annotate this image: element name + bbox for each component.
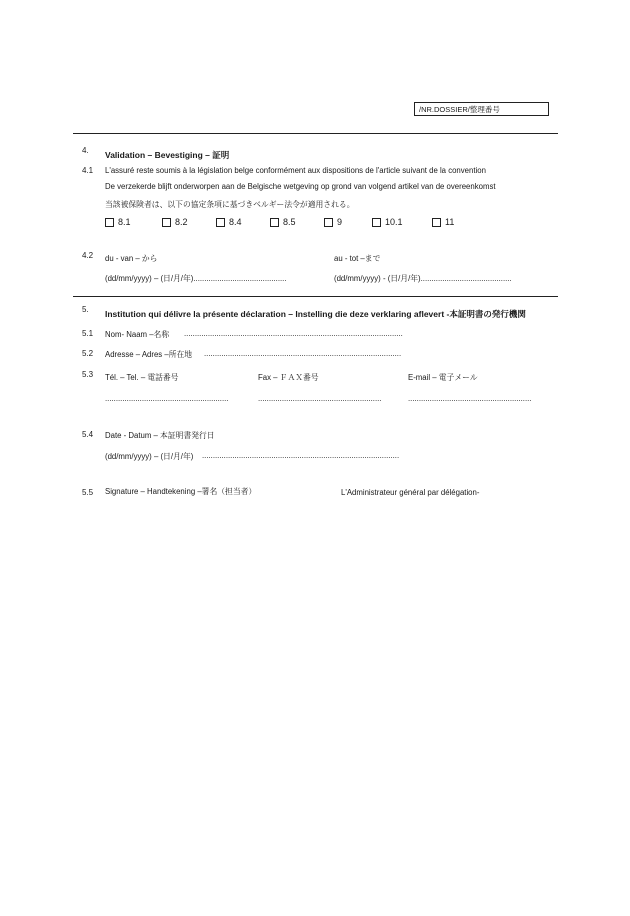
article-checkbox-8-4[interactable]	[216, 217, 242, 227]
to-label: au - tot –まで	[334, 254, 381, 263]
from-date-field[interactable]: (dd/mm/yyyy) – (日/月/年)...........................................	[105, 274, 287, 283]
telephone-field[interactable]: .........................................................	[105, 394, 229, 403]
checkbox-label: 8.4	[229, 217, 242, 227]
checkbox-square-icon[interactable]	[105, 218, 114, 227]
address-label: Adresse – Adres –所在地	[105, 350, 193, 359]
checkbox-label: 8.5	[283, 217, 296, 227]
section-5-2-number: 5.2	[82, 349, 94, 358]
article-text-japanese: 当該被保険者は、以下の協定条項に基づきベルギー法令が適用される。	[105, 200, 355, 209]
section-5-title: Institution qui délivre la présente déclaration – Instelling die deze verklaring aflevert -本証明書の発行機関	[105, 309, 526, 319]
article-checkbox-8-1[interactable]	[105, 217, 131, 227]
address-field[interactable]: ...........................................................................................	[204, 349, 402, 358]
checkbox-label: 8.1	[118, 217, 131, 227]
section-5-5-number: 5.5	[82, 488, 94, 497]
email-label: E-mail – 電子メール	[408, 373, 478, 382]
section-5-number: 5.	[82, 305, 89, 314]
section-5-3-number: 5.3	[82, 370, 94, 379]
checkbox-label: 8.2	[175, 217, 188, 227]
article-checkbox-8-2[interactable]	[162, 217, 188, 227]
article-text-french: L'assuré reste soumis à la législation belge conformément aux dispositions de l'article suivant de la convention	[105, 166, 486, 175]
section-5-4-number: 5.4	[82, 430, 94, 439]
issue-date-label: Date - Datum – 本証明書発行日	[105, 431, 215, 440]
section-5-1-number: 5.1	[82, 329, 94, 338]
article-checkbox-9[interactable]	[324, 217, 342, 227]
institution-name-label: Nom- Naam –名称	[105, 330, 170, 339]
section-4-1-number: 4.1	[82, 166, 94, 175]
section-5-divider	[73, 296, 558, 297]
fax-label: Fax – ＦＡＸ番号	[258, 373, 319, 382]
checkbox-label: 11	[445, 217, 455, 227]
checkbox-square-icon[interactable]	[432, 218, 441, 227]
checkbox-square-icon[interactable]	[372, 218, 381, 227]
email-field[interactable]: .........................................................	[408, 394, 532, 403]
article-checkbox-8-5[interactable]	[270, 217, 296, 227]
section-4-divider	[73, 133, 558, 134]
issue-date-field[interactable]: ...........................................................................................	[202, 451, 400, 460]
section-4-title: Validation – Bevestiging – 証明	[105, 150, 230, 160]
checkbox-square-icon[interactable]	[324, 218, 333, 227]
from-label: du - van – から	[105, 254, 158, 263]
article-checkbox-10-1[interactable]	[372, 217, 403, 227]
issue-date-format: (dd/mm/yyyy) – (日/月/年)	[105, 452, 194, 461]
telephone-label: Tél. – Tel. – 電話番号	[105, 373, 179, 382]
administrator-label: L'Administrateur général par délégation-	[341, 488, 480, 497]
checkbox-square-icon[interactable]	[162, 218, 171, 227]
article-checkbox-11[interactable]	[432, 217, 454, 227]
fax-field[interactable]: .........................................................	[258, 394, 382, 403]
checkbox-label: 9	[337, 217, 343, 227]
signature-label: Signature – Handtekening –署名（担当者）	[105, 487, 257, 496]
article-text-dutch: De verzekerde blijft onderworpen aan de Belgische wetgeving op grond van volgend artikel van de overeenkomst	[105, 182, 496, 191]
dossier-number-box: /NR.DOSSIER/整理番号	[414, 102, 549, 116]
checkbox-label: 10.1	[385, 217, 403, 227]
section-4-number: 4.	[82, 146, 89, 155]
institution-name-field[interactable]: .....................................................................................................	[184, 329, 403, 338]
section-4-2-number: 4.2	[82, 251, 94, 260]
to-date-field[interactable]: (dd/mm/yyyy) - (日/月/年)..........................................	[334, 274, 512, 283]
checkbox-square-icon[interactable]	[216, 218, 225, 227]
checkbox-square-icon[interactable]	[270, 218, 279, 227]
